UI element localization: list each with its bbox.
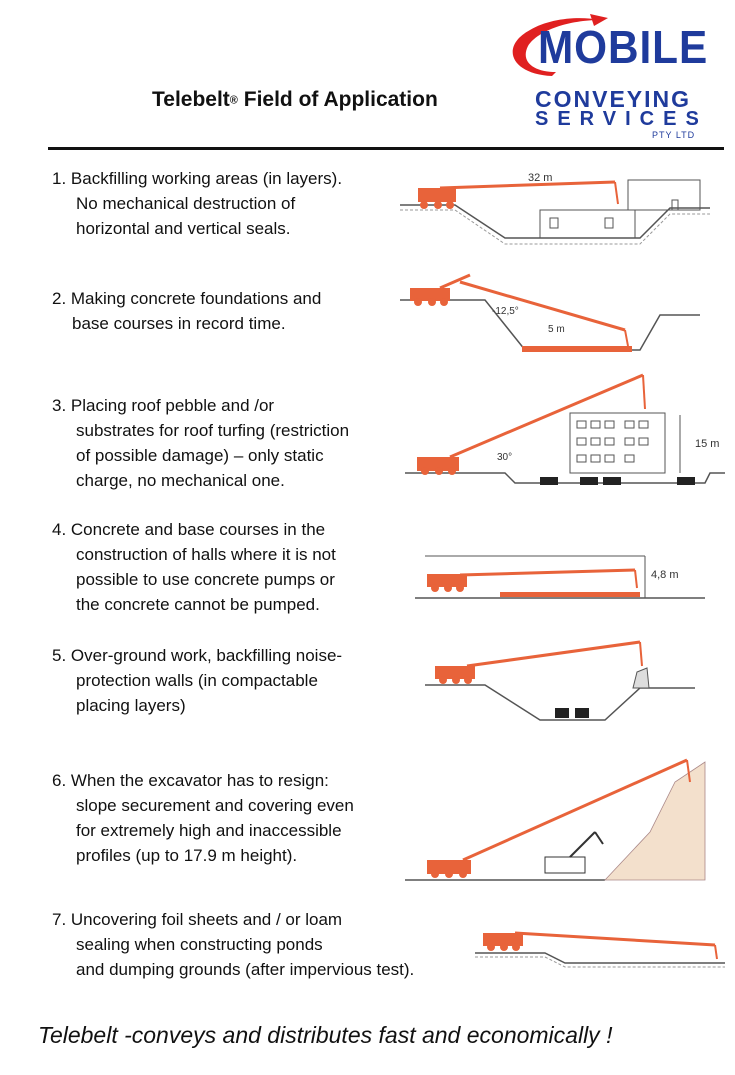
company-logo <box>490 6 730 146</box>
application-item-4: 4. Concrete and base courses in the construction of halls where it is not possible to use concrete pumps or the concrete cannot be pumped. <box>52 520 336 614</box>
dimension-label: 15 m <box>695 438 720 450</box>
logo-services-text: SERVICES <box>535 108 708 130</box>
illustration-noise-walls <box>425 630 695 730</box>
application-item-1: 1. Backfilling working areas (in layers). No mechanical destruction of horizontal and vertical seals. <box>52 169 343 238</box>
logo-mobile-text: MOBILE <box>538 21 709 73</box>
illustration-ponds <box>475 915 725 970</box>
application-item-6: 6. When the excavator has to resign: slope securement and covering even for extremely high and inaccessible profiles (up to 17.9 m height). <box>52 771 354 865</box>
illustration-halls <box>415 548 705 608</box>
application-item-3: 3. Placing roof pebble and /or substrates for roof turfing (restriction of possible damage) – only static charge, no mechanical one. <box>52 396 350 490</box>
application-item-5: 5. Over-ground work, backfilling noise- protection walls (in compactable placing layers) <box>52 646 343 715</box>
footer-slogan: Telebelt -conveys and distributes fast and economically ! <box>38 1022 613 1048</box>
dimension-label: 5 m <box>548 324 565 335</box>
logo-pty-text: PTY LTD <box>652 130 696 140</box>
application-item-2: 2. Making concrete foundations and base courses in record time. <box>52 289 322 333</box>
application-item-7: 7. Uncovering foil sheets and / or loam sealing when constructing ponds and dumping grounds (after impervious test). <box>52 910 415 979</box>
header-divider <box>48 147 724 150</box>
dimension-label: 4,8 m <box>651 569 679 581</box>
angle-label: -12,5° <box>492 306 519 317</box>
illustration-foundations <box>400 270 700 360</box>
angle-label: 30° <box>497 452 513 463</box>
illustration-roof <box>405 365 725 495</box>
logo-conveying-text: CONVEYING <box>535 86 692 112</box>
illustration-slope <box>405 752 720 887</box>
page-title: Telebelt® Field of Application <box>152 88 438 111</box>
dimension-label: 32 m <box>528 172 553 184</box>
illustration-backfilling <box>400 160 710 255</box>
